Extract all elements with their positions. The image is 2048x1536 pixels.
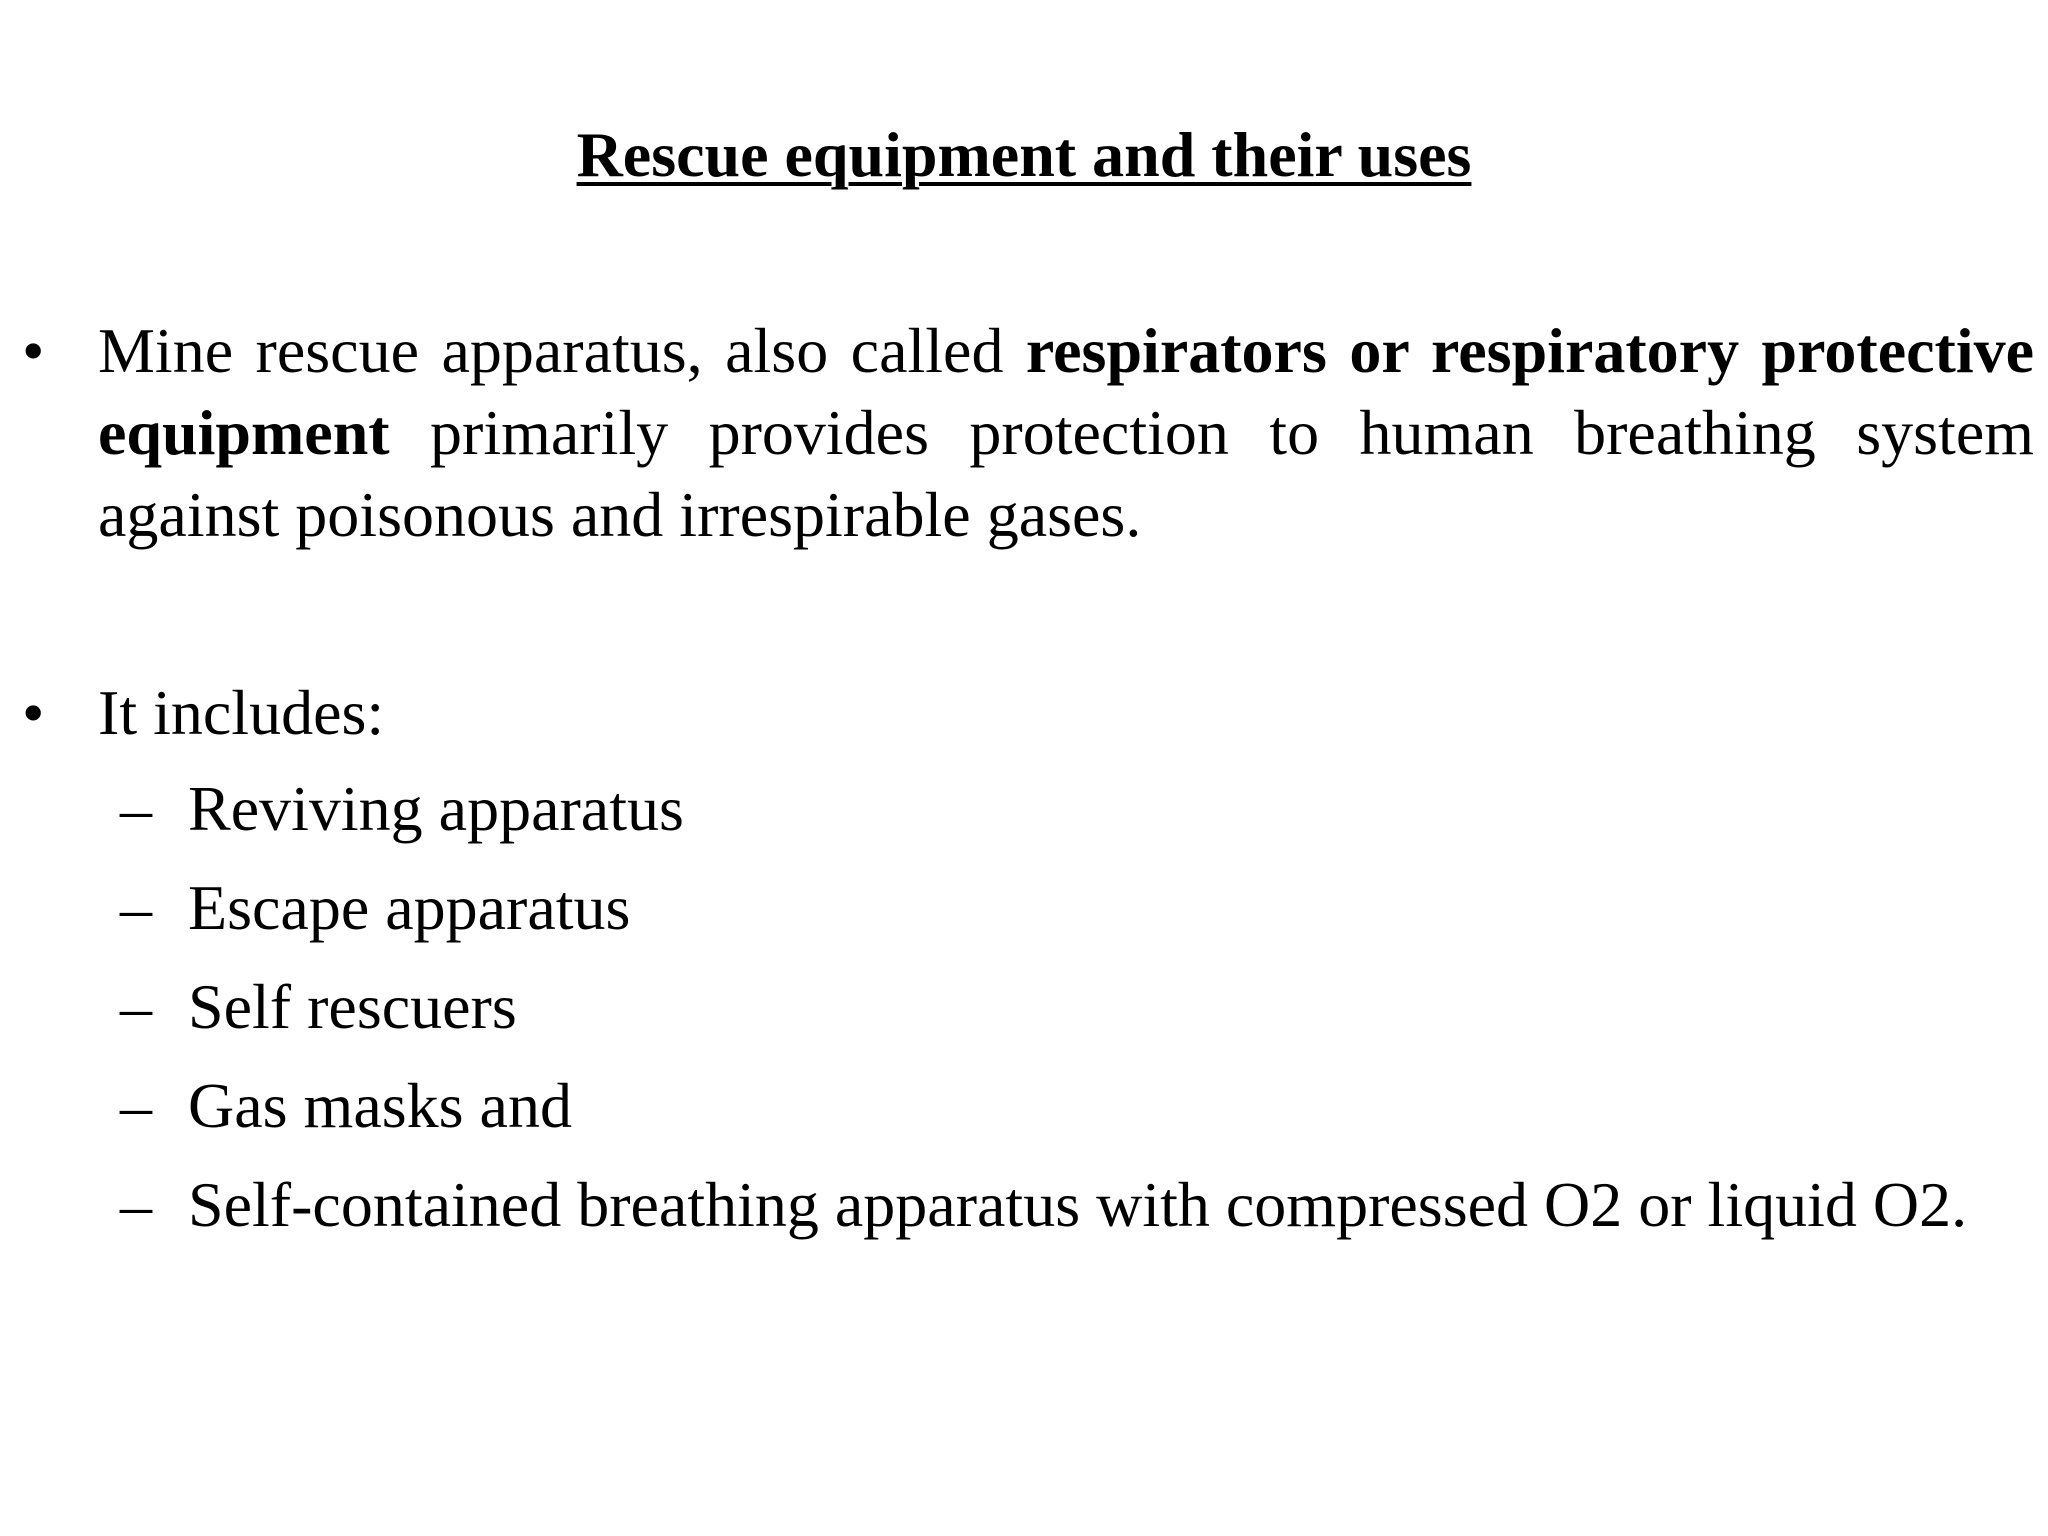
sub-item-text: Gas masks and — [188, 1070, 572, 1141]
sub-item-gas-masks — [120, 1065, 2034, 1147]
bullet-it-includes: It includes: — [98, 677, 385, 748]
bullet-marker: • — [22, 315, 45, 386]
bullet-mine-rescue-apparatus — [98, 310, 2034, 556]
sub-item-self-contained-breathing-apparatus — [120, 1164, 2034, 1246]
sub-item-text: Self rescuers — [188, 971, 517, 1042]
bullet-text-part2: primarily provides protection to human breathing system against poisonous and irrespirable gases. — [98, 397, 2034, 550]
slide-title — [0, 118, 2048, 192]
sub-item-text: Self-contained breathing apparatus with compressed O2 or liquid O2. — [188, 1169, 1968, 1240]
sub-item-escape-apparatus — [120, 867, 2034, 949]
slide-title-text: Rescue equipment and their uses — [576, 119, 1472, 190]
dash-marker: – — [120, 1070, 152, 1141]
sub-item-reviving-apparatus — [120, 768, 2034, 850]
bullet-marker: • — [22, 677, 45, 748]
sub-item-self-rescuers — [120, 966, 2034, 1048]
dash-marker: – — [120, 872, 152, 943]
sub-item-text: Reviving apparatus — [188, 773, 684, 844]
bullet-text-bold: respirators or respiratory protective equipment — [98, 315, 2034, 468]
dash-marker: – — [120, 773, 152, 844]
bullet-text-part1: Mine rescue apparatus, also called — [98, 315, 1026, 386]
dash-marker: – — [120, 971, 152, 1042]
dash-marker: – — [120, 1169, 152, 1240]
sub-item-list — [120, 768, 2034, 1263]
sub-item-text: Escape apparatus — [188, 872, 631, 943]
